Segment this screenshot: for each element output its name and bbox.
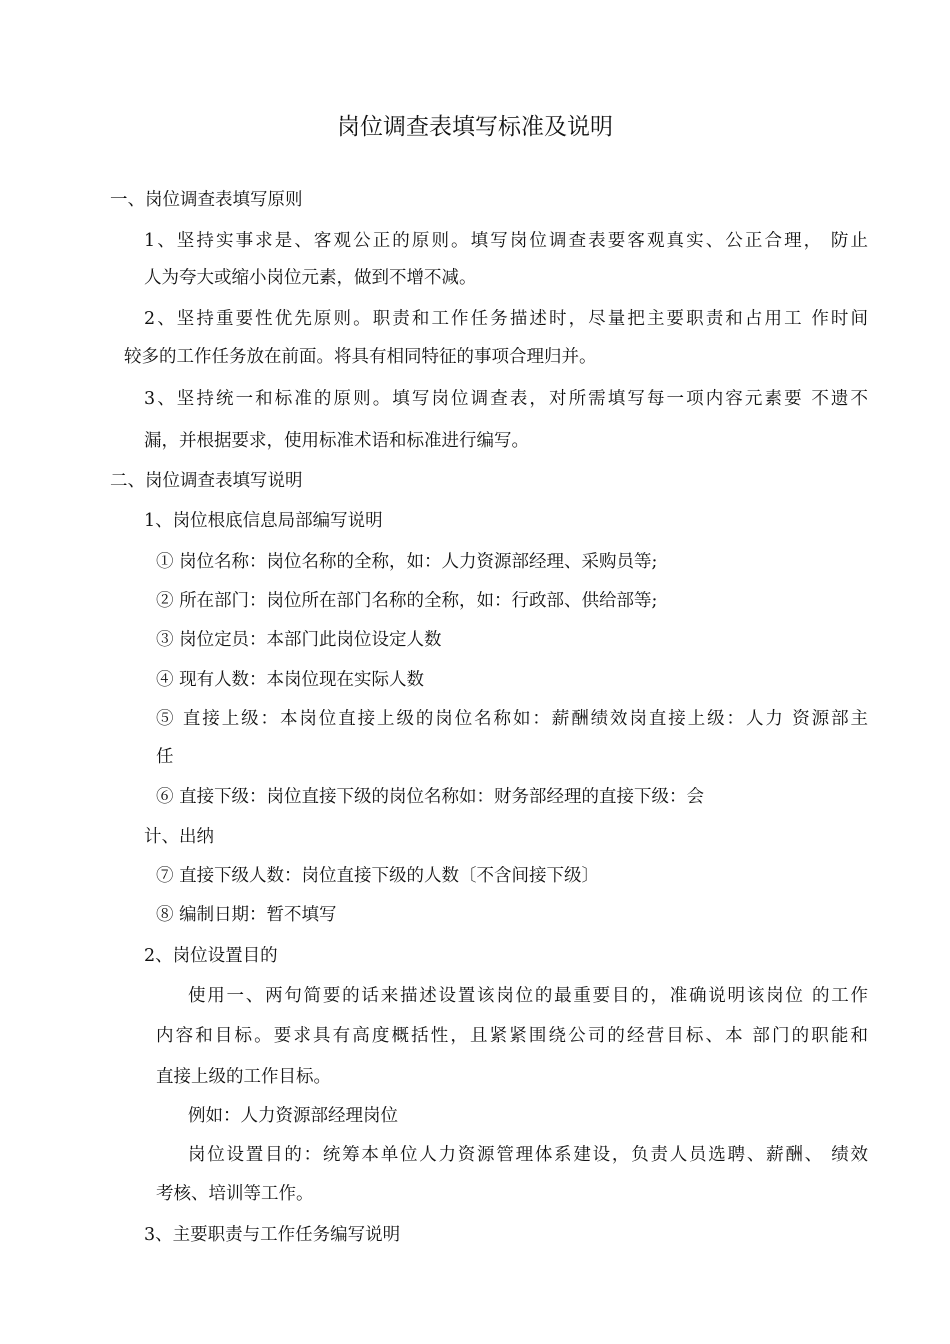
principle-3-line-2: 漏，并根据要求，使用标准术语和标准进行编写。 — [144, 431, 529, 451]
example-line-1: 岗位设置目的：统筹本单位人力资源管理体系建设，负责人员选聘、薪酬、 绩效 — [188, 1145, 868, 1165]
principle-2-line-1: 2、坚持重要性优先原则。职责和工作任务描述时，尽量把主要职责和占用工 作时间 — [144, 309, 868, 329]
purpose-paragraph-line-1: 使用一、两句简要的话来描述设置该岗位的最重要目的，准确说明该岗位 的工作 — [188, 986, 868, 1006]
list-item-direct-superior-line-1: ⑤ 直接上级：本岗位直接上级的岗位名称如：薪酬绩效岗直接上级：人力 资源部主 — [156, 709, 868, 729]
purpose-paragraph-line-3: 直接上级的工作目标。 — [156, 1067, 331, 1087]
example-label: 例如：人力资源部经理岗位 — [188, 1106, 398, 1126]
list-item-department: ② 所在部门：岗位所在部门名称的全称，如：行政部、供给部等; — [156, 591, 658, 611]
list-item-compile-date: ⑧ 编制日期：暂不填写 — [156, 905, 337, 925]
principle-1-line-2: 人为夸大或缩小岗位元素，做到不增不减。 — [144, 268, 477, 288]
purpose-paragraph-line-2: 内容和目标。要求具有高度概括性，且紧紧围绕公司的经营目标、本 部门的职能和 — [156, 1026, 868, 1046]
list-item-headcount-quota: ③ 岗位定员：本部门此岗位设定人数 — [156, 630, 442, 650]
list-item-subordinate-count: ⑦ 直接下级人数：岗位直接下级的人数〔不含间接下级〕 — [156, 866, 600, 886]
list-item-current-headcount: ④ 现有人数：本岗位现在实际人数 — [156, 670, 425, 690]
principle-2-line-2: 较多的工作任务放在前面。将具有相同特征的事项合理归并。 — [124, 347, 597, 367]
subsection-purpose-heading: 2、岗位设置目的 — [144, 946, 278, 966]
list-item-position-name: ① 岗位名称：岗位名称的全称，如：人力资源部经理、采购员等; — [156, 552, 658, 572]
document-title: 岗位调查表填写标准及说明 — [337, 114, 613, 140]
principle-1-line-1: 1、坚持实事求是、客观公正的原则。填写岗位调查表要客观真实、公正合理， 防止 — [144, 231, 868, 251]
example-line-2: 考核、培训等工作。 — [156, 1184, 314, 1204]
list-item-direct-subordinate-line-2: 计、出纳 — [144, 827, 214, 847]
principle-3-line-1: 3、坚持统一和标准的原则。填写岗位调查表，对所需填写每一项内容元素要 不遗不 — [144, 389, 868, 409]
list-item-direct-superior-line-2: 任 — [156, 747, 174, 767]
section-heading-principles: 一、岗位调查表填写原则 — [110, 190, 303, 210]
list-item-direct-subordinate-line-1: ⑥ 直接下级：岗位直接下级的岗位名称如：财务部经理的直接下级：会 — [156, 787, 705, 807]
section-heading-instructions: 二、岗位调查表填写说明 — [110, 471, 303, 491]
subsection-basic-info-heading: 1、岗位根底信息局部编写说明 — [144, 511, 383, 531]
subsection-duties-heading: 3、主要职责与工作任务编写说明 — [144, 1225, 401, 1245]
